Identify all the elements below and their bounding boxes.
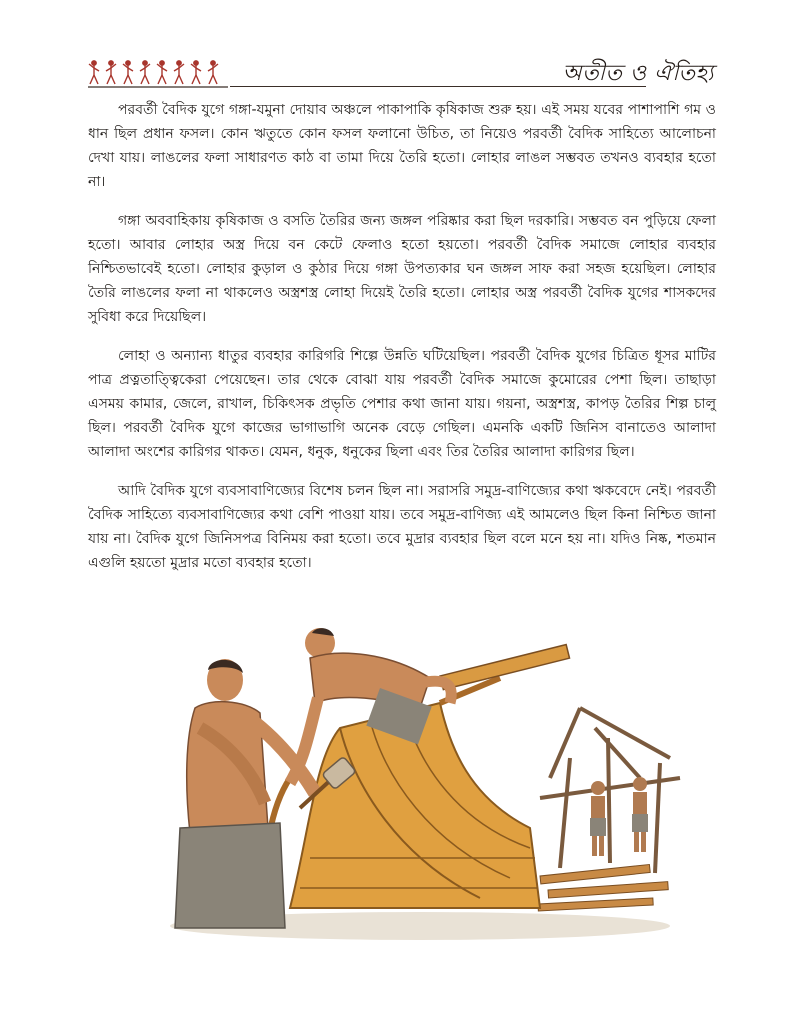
- paragraph-3: লোহা ও অন্যান্য ধাতুর ব্যবহার কারিগরি শিল্পে উন্নতি ঘটিয়েছিল। পরবর্তী বৈদিক যুগের চিত্রিত ধূসর মাটির পাত্র প্রত্নতাত্ত্বিকেরা পেয়েছেন। তার থেকে বোঝা যায় পরবর্তী বৈদিক সমাজে কুমোরের পেশা ছিল। তাছাড়া এসময় কামার, জেলে, রাখাল, চিকিৎসক প্রভৃতি পেশার কথা জানা যায়। গয়না, অস্ত্রশস্ত্র, কাপড় তৈরির শিল্প চালু ছিল। পরবর্তী বৈদিক যুগে কাজের ভাগাভাগি অনেক বেড়ে গেছিল। এমনকি একটি জিনিস বানাতেও আলাদা আলাদা অংশের কারিগর থাকত। যেমন, ধনুক, ধনুকের ছিলা এবং তির তৈরির আলাদা কারিগর ছিল।: [88, 348, 716, 460]
- page-content: [88, 98, 716, 590]
- paragraph-1: পরবর্তী বৈদিক যুগে গঙ্গা-যমুনা দোয়াব অঞ্চলে পাকাপাকি কৃষিকাজ শুরু হয়। এই সময় যবের পাশাপাশি গম ও ধান ছিল প্রধান ফসল। কোন ঋতুতে কোন ফসল ফলানো উচিত, তা নিয়েও পরবর্তী বৈদিক সাহিত্যে আলোচনা দেখা যায়। লাঙলের ফলা সাধারণত কাঠ বা তামা দিয়ে তৈরি হতো। লোহার লাঙল সম্ভবত তখনও ব্যবহার হতো না।: [88, 102, 716, 190]
- paragraph-2: গঙ্গা অববাহিকায় কৃষিকাজ ও বসতি তৈরির জন্য জঙ্গল পরিষ্কার করা ছিল দরকারি। সম্ভবত বন পুড়িয়ে ফেলা হতো। আবার লোহার অস্ত্র দিয়ে বন কেটে ফেলাও হতো হয়তো। পরবর্তী বৈদিক সমাজে লোহার ব্যবহার নিশ্চিতভাবেই হতো। লোহার কুড়াল ও কুঠার দিয়ে গঙ্গা উপত্যকার ঘন জঙ্গল সাফ করা সহজ হয়েছিল। লোহার তৈরি লাঙলের ফলা না থাকলেও অস্ত্রশস্ত্র লোহা দিয়েই তৈরি হতো। লোহার অস্ত্র পরবর্তী বৈদিক যুগের শাসকদের সুবিধা করে দিয়েছিল।: [88, 213, 716, 325]
- paragraph-4: আদি বৈদিক যুগে ব্যবসাবাণিজ্যের বিশেষ চলন ছিল না। সরাসরি সমুদ্র-বাণিজ্যের কথা ঋকবেদে নেই। পরবর্তী বৈদিক সাহিত্যে ব্যবসাবাণিজ্যের কথা বেশি পাওয়া যায়। তবে সমুদ্র-বাণিজ্য এই আমলেও ছিল কিনা নিশ্চিত জানা যায় না। বৈদিক যুগে জিনিসপত্র বিনিময় করা হতো। তবে মুদ্রার ব্যবহার ছিল বলে মনে হয় না। যদিও নিষ্ক, শতমান এগুলি হয়তো মুদ্রার মতো ব্যবহার হতো।: [88, 483, 716, 571]
- boat-building-illustration: [140, 608, 700, 948]
- plank-on-top: [440, 645, 570, 690]
- wood-planks: [538, 865, 668, 911]
- background-worker-2: [632, 777, 648, 852]
- page-header: [88, 50, 728, 90]
- hut-frame: [540, 708, 680, 873]
- header-title: অতীত ও ঐতিহ্য: [562, 61, 714, 86]
- dancing-figures-decoration: [88, 58, 228, 88]
